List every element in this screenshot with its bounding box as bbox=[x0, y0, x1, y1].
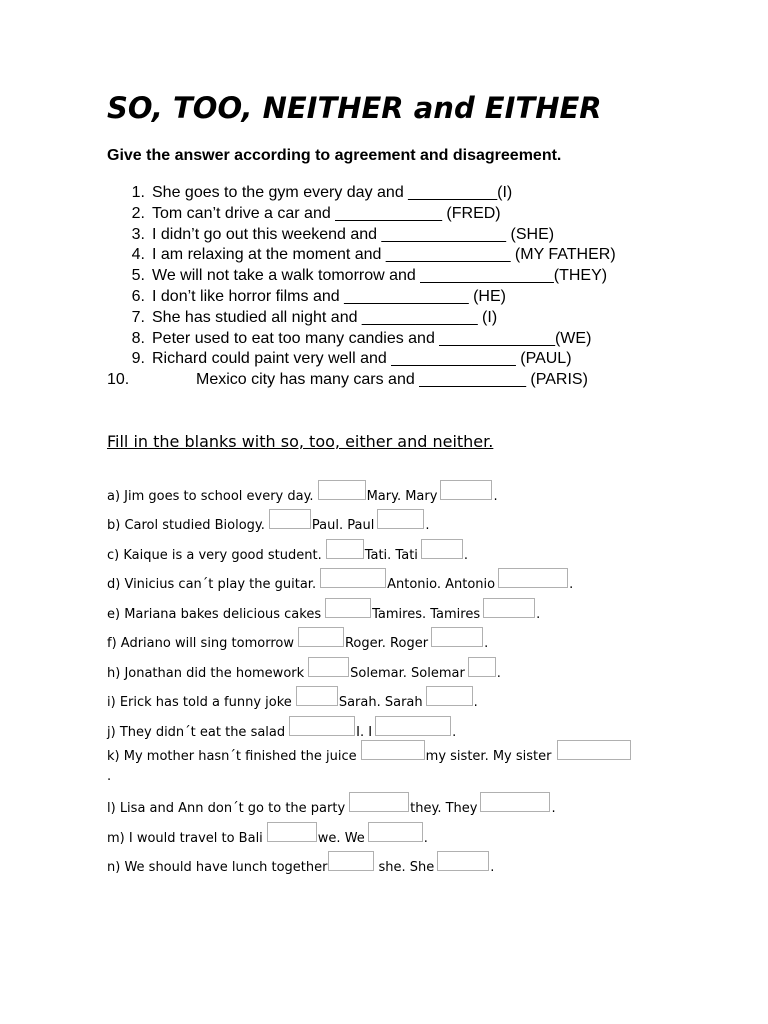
exercise1-text: I didn’t go out this weekend and ______________ (SHE) bbox=[152, 225, 555, 243]
exercise1-text: We will not take a walk tomorrow and _______________(THEY) bbox=[152, 267, 608, 285]
answer-box[interactable] bbox=[318, 480, 366, 500]
answer-box[interactable] bbox=[298, 627, 344, 647]
exercise2-row: k) My mother hasn´t finished the juice my sister. My sister . bbox=[107, 742, 667, 789]
answer-box[interactable] bbox=[269, 509, 311, 529]
answer-box[interactable] bbox=[498, 568, 568, 588]
exercise2-row: b) Carol studied Biology. Paul. Paul . bbox=[107, 506, 667, 536]
exercise1-text: Richard could paint very well and ______________ (PAUL) bbox=[152, 350, 572, 368]
answer-box[interactable] bbox=[483, 598, 535, 618]
exercise2-row: f) Adriano will sing tomorrow Roger. Roger . bbox=[107, 624, 667, 654]
exercise1-item: 1. She goes to the gym every day and __________(I) bbox=[131, 184, 513, 201]
answer-box[interactable] bbox=[437, 851, 489, 871]
exercise1-item: 5. We will not take a walk tomorrow and _______________(THEY) bbox=[131, 267, 608, 285]
exercise1-text: I don’t like horror films and ______________ (HE) bbox=[152, 287, 506, 305]
section2-heading: Fill in the blanks with so, too, either and neither. bbox=[107, 432, 494, 451]
answer-box[interactable] bbox=[440, 480, 492, 500]
exercise2-row: l) Lisa and Ann don´t go to the party they. They . bbox=[107, 789, 667, 819]
answer-box[interactable] bbox=[557, 740, 631, 760]
answer-box[interactable] bbox=[289, 716, 355, 736]
answer-box[interactable] bbox=[326, 539, 364, 559]
instructions: Give the answer according to agreement and disagreement. bbox=[107, 147, 562, 164]
exercise1-item: 10. Mexico city has many cars and ____________ (PARIS) bbox=[107, 371, 588, 389]
exercise1-text: I am relaxing at the moment and ______________ (MY FATHER) bbox=[152, 246, 616, 264]
answer-box[interactable] bbox=[296, 686, 338, 706]
answer-box[interactable] bbox=[308, 657, 349, 677]
exercise1-text: Tom can’t drive a car and ____________ (FRED) bbox=[152, 204, 501, 222]
exercise2-row: m) I would travel to Bali we. We . bbox=[107, 818, 667, 848]
answer-box[interactable] bbox=[361, 740, 425, 760]
answer-box[interactable] bbox=[377, 509, 424, 529]
exercise1-item: 4. I am relaxing at the moment and ______________ (MY FATHER) bbox=[131, 246, 616, 264]
answer-box[interactable] bbox=[267, 822, 317, 842]
exercise1-text: She has studied all night and _____________ (I) bbox=[152, 308, 498, 326]
exercise2-row: j) They didn´t eat the salad I. I . bbox=[107, 712, 667, 742]
exercise1-list bbox=[107, 183, 667, 391]
answer-box[interactable] bbox=[375, 716, 451, 736]
exercise2-row: e) Mariana bakes delicious cakes Tamires. Tamires . bbox=[107, 594, 667, 624]
exercise1-item: 3. I didn’t go out this weekend and ______________ (SHE) bbox=[131, 225, 555, 243]
exercise1-item: 9. Richard could paint very well and ______________ (PAUL) bbox=[131, 350, 572, 368]
exercise1-item: 2. Tom can’t drive a car and ____________ (FRED) bbox=[131, 204, 501, 222]
exercise2-row: d) Vinicius can´t play the guitar. Antonio. Antonio . bbox=[107, 565, 667, 595]
exercise2-row: h) Jonathan did the homework Solemar. Solemar . bbox=[107, 653, 667, 683]
exercise2-row: a) Jim goes to school every day. Mary. Mary . bbox=[107, 476, 667, 506]
exercise1-text: She goes to the gym every day and __________(I) bbox=[152, 184, 513, 201]
answer-box[interactable] bbox=[426, 686, 473, 706]
exercise2-row-line: k) My mother hasn´t finished the juice my sister. My sister bbox=[107, 742, 667, 766]
worksheet-title: SO, TOO, NEITHER and EITHER bbox=[107, 91, 602, 125]
exercise1-item: 7. She has studied all night and _____________ (I) bbox=[131, 308, 498, 326]
answer-box[interactable] bbox=[431, 627, 483, 647]
exercise2-list bbox=[107, 476, 667, 877]
answer-box[interactable] bbox=[468, 657, 496, 677]
exercise1-item: 8. Peter used to eat too many candies and _____________(WE) bbox=[131, 329, 592, 347]
answer-box[interactable] bbox=[421, 539, 463, 559]
answer-box[interactable] bbox=[480, 792, 550, 812]
exercise1-item: 6. I don’t like horror films and ______________ (HE) bbox=[131, 287, 506, 305]
answer-box[interactable] bbox=[325, 598, 371, 618]
answer-box[interactable] bbox=[328, 851, 374, 871]
exercise2-row: i) Erick has told a funny joke Sarah. Sarah . bbox=[107, 683, 667, 713]
exercise1-text: Mexico city has many cars and ____________ (PARIS) bbox=[196, 371, 588, 389]
answer-box[interactable] bbox=[320, 568, 386, 588]
answer-box[interactable] bbox=[368, 822, 423, 842]
answer-box[interactable] bbox=[349, 792, 409, 812]
exercise2-row: n) We should have lunch together she. She . bbox=[107, 848, 667, 878]
exercise1-text: Peter used to eat too many candies and _____________(WE) bbox=[152, 329, 592, 347]
exercise2-row: c) Kaique is a very good student. Tati. Tati . bbox=[107, 535, 667, 565]
